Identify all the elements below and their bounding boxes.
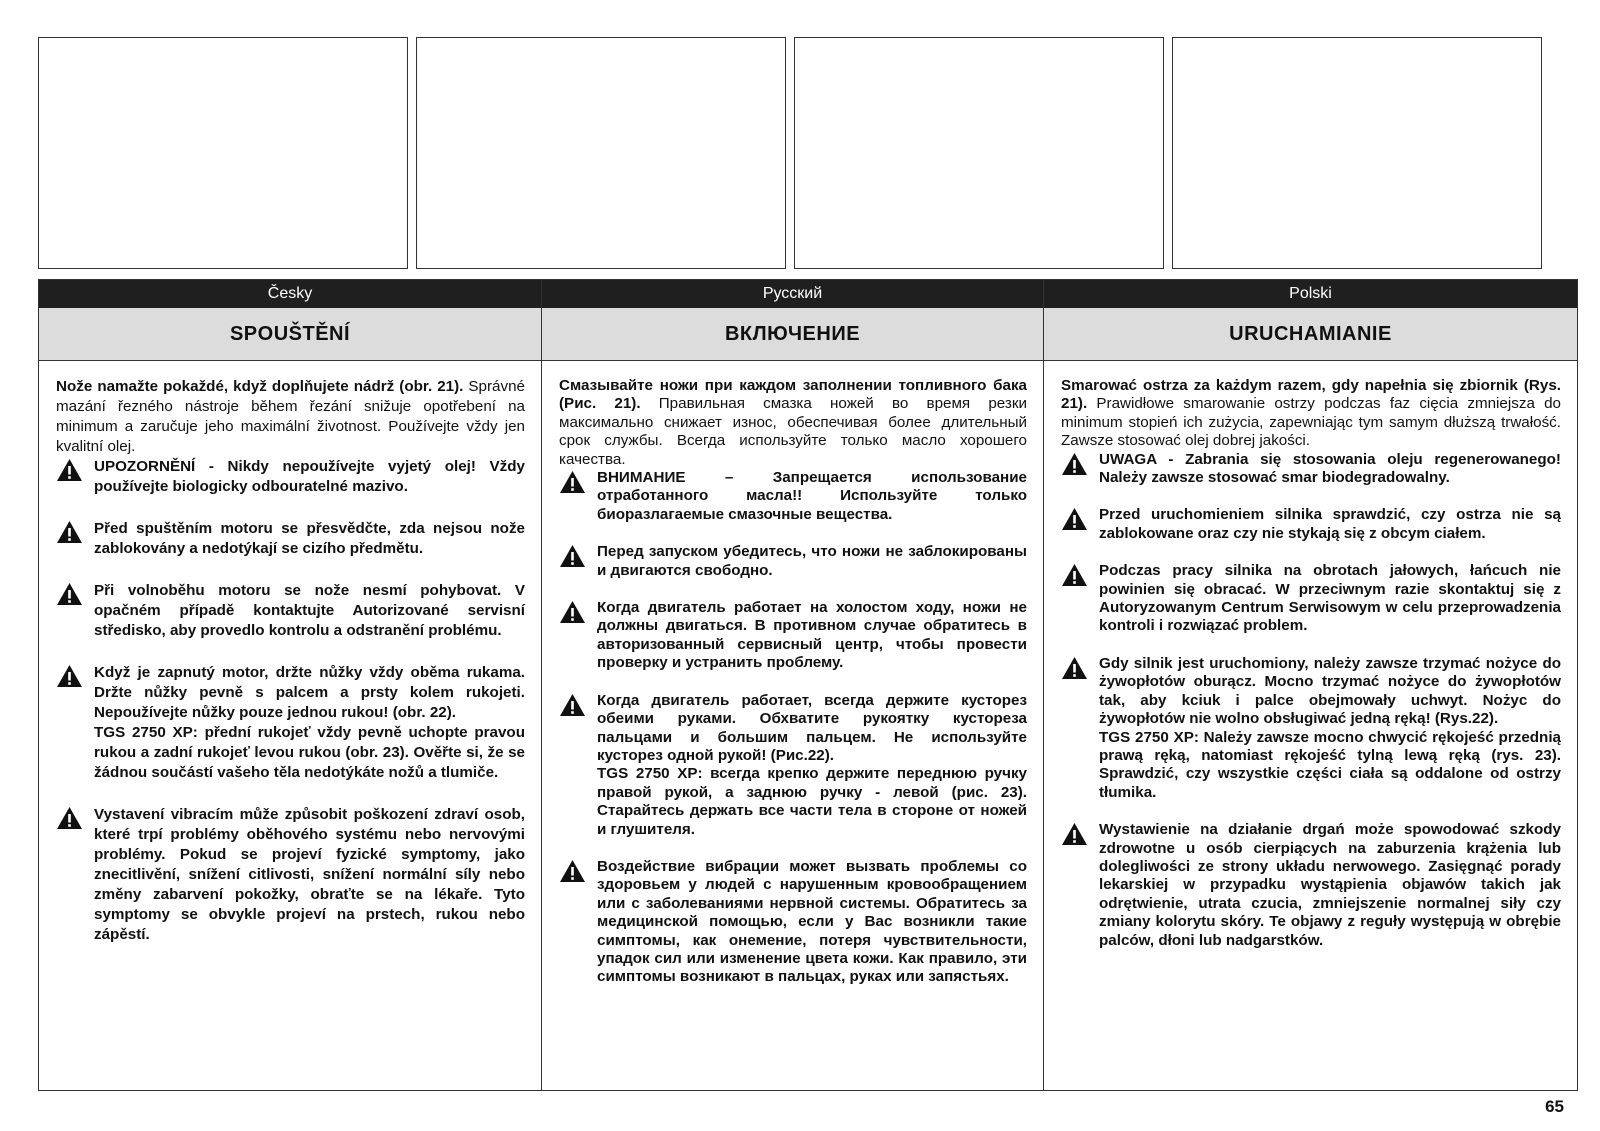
language-label: Česky bbox=[39, 280, 541, 308]
warning-item bbox=[1061, 821, 1561, 950]
warning-text: UPOZORNĚNÍ - Nikdy nepoužívejte vyjetý olej! Vždy používejte biologicky odbouratelné mazivo. bbox=[94, 458, 525, 495]
intro-text: Prawidłowe smarowanie ostrzy podczas faz cięcia zmniejsza do minimum stopień ich zużycia, zapewniając tym samym dłuższą trwałość. Zawsze stosować olej dobrej jakości. bbox=[1061, 395, 1561, 450]
warning-item bbox=[559, 858, 1027, 987]
column-czech bbox=[39, 280, 542, 1090]
section-heading: SPOUŠTĚNÍ bbox=[39, 308, 541, 361]
warning-triangle-icon bbox=[1061, 452, 1088, 476]
intro-text: Правильная смазка ножей во время резки максимально снижает износ, обеспечивая более длительный срок службы. Всегда используйте только масло хорошего качества. bbox=[559, 395, 1027, 468]
warning-text: UWAGA - Zabrania się stosowania oleju regenerowanego! Należy zawsze stosować smar biodegradowalny. bbox=[1099, 450, 1561, 487]
warning-triangle-icon bbox=[1061, 656, 1088, 680]
warning-triangle-icon bbox=[1061, 822, 1088, 846]
intro-bold: Nože namažte pokaždé, když doplňujete nádrž (obr. 21). bbox=[56, 378, 464, 395]
warning-item bbox=[1061, 562, 1561, 636]
figure-row bbox=[38, 37, 1578, 269]
warning-item bbox=[56, 663, 525, 783]
warning-item bbox=[56, 519, 525, 559]
warning-item bbox=[559, 543, 1027, 580]
warning-triangle-icon bbox=[56, 458, 83, 482]
intro-paragraph bbox=[56, 377, 525, 457]
warning-text: ВНИМАНИЕ – Запрещается использование отработанного масла!! Используйте только биоразлагаемые смазочные вещества. bbox=[597, 469, 1027, 523]
warning-text: Gdy silnik jest uruchomiony, należy zawsze trzymać nożyce do żywopłotów oburącz. Mocno trzymać nożyce do żywopłotów tak, aby kciuk i palce obejmowały uchwyt. Nożyc do żywopłotów nie wolno obsługiwać jedną ręką! (Rys.22). bbox=[1099, 654, 1561, 728]
intro-bold: Smarować ostrza za każdym razem, gdy napełnia się zbiornik (Rys. 21). bbox=[1061, 377, 1561, 413]
warning-text: Před spuštěním motoru se přesvědčte, zda nejsou nože zablokovány a nedotýkají se cizího předmětu. bbox=[94, 520, 525, 557]
warning-item bbox=[56, 581, 525, 641]
warning-item bbox=[1061, 506, 1561, 543]
intro-bold: Смазывайте ножи при каждом заполнении топливного бака (Рис. 21). bbox=[559, 377, 1027, 413]
warning-triangle-icon bbox=[1061, 507, 1088, 531]
warning-triangle-icon bbox=[559, 470, 586, 494]
page-number: 65 bbox=[1545, 1097, 1564, 1116]
column-body bbox=[542, 361, 1043, 987]
section-heading: URUCHAMIANIE bbox=[1044, 308, 1577, 361]
warning-triangle-icon bbox=[56, 520, 83, 544]
warning-triangle-icon bbox=[559, 600, 586, 624]
warning-item bbox=[559, 692, 1027, 839]
column-body bbox=[39, 361, 541, 945]
figure-box-1 bbox=[38, 37, 408, 269]
language-table bbox=[38, 279, 1578, 1091]
intro-paragraph bbox=[559, 377, 1027, 469]
figure-box-4 bbox=[1172, 37, 1542, 269]
warning-text: Когда двигатель работает на холостом ходу, ножи не должны двигаться. В противном случае обратитесь в авторизованный сервисный центр, чтобы провести проверку и устранить проблему. bbox=[597, 599, 1027, 672]
warning-triangle-icon bbox=[559, 544, 586, 568]
language-label: Русский bbox=[542, 280, 1043, 308]
warning-text: Воздействие вибрации может вызвать проблемы со здоровьем у людей с нарушенным кровообращением или с заболеваниями нервной системы. Обратитесь за медицинской помощью, если у Вас возникли такие симптомы, как онемение, потеря чувствительности, упадок сил или изменение цвета кожи. Как правило, эти симптомы возникают в пальцах, руках или запястьях. bbox=[597, 857, 1027, 986]
warning-item bbox=[1061, 451, 1561, 488]
warning-item bbox=[56, 805, 525, 945]
warning-text-model: TGS 2750 XP: всегда крепко держите переднюю ручку правой рукой, а заднюю ручку - левой (рис. 23). Старайтесь держать все части тела в стороне от ножей и глушителя. bbox=[597, 765, 1027, 838]
column-russian bbox=[542, 280, 1044, 1090]
warning-text: Vystavení vibracím může způsobit poškození zdraví osob, které trpí problémy oběhového systému nebo nervovými problémy. Pokud se projeví fyzické symptomy, jako znecitlivění, snížení citlivosti, snížení normální síly nebo změny zabarvení pokožky, obraťte se na lékaře. Tyto symptomy se obvykle projeví na prstech, rukou nebo zápěstí. bbox=[94, 806, 525, 943]
warning-text: Przed uruchomieniem silnika sprawdzić, czy ostrza nie są zablokowane oraz czy nie stykają się z obcym ciałem. bbox=[1099, 506, 1561, 542]
figure-box-3 bbox=[794, 37, 1164, 269]
warning-text-model: TGS 2750 XP: Należy zawsze mocno chwycić rękojeść przednią prawą ręką, natomiast rękojeść tylną lewą ręką (rys. 23). Sprawdzić, czy wszystkie części ciała są oddalone od ostrzy tłumika. bbox=[1099, 728, 1561, 801]
warning-text: Podczas pracy silnika na obrotach jałowych, łańcuch nie powinien się obracać. W przeciwnym razie skontaktuj się z Autoryzowanym Centrum Serwisowym w celu przeprowadzenia kontroli i rozwiązać problem. bbox=[1099, 562, 1561, 635]
language-label: Polski bbox=[1044, 280, 1577, 308]
warning-text: Při volnoběhu motoru se nože nesmí pohybovat. V opačném případě kontaktujte Autorizované servisní středisko, aby provedlo kontrolu a odstranění problému. bbox=[94, 582, 525, 639]
intro-paragraph bbox=[1061, 377, 1561, 451]
warning-triangle-icon bbox=[56, 664, 83, 688]
warning-item bbox=[1061, 655, 1561, 802]
warning-text: Wystawienie na działanie drgań może spowodować szkody zdrowotne u osób cierpiących na zaburzenia krążenia lub dolegliwości ze strony układu nerwowego. Zasięgnąć porady lekarskiej w przypadku wystąpienia objawów takich jak odrętwienie, utrata czucia, zmniejszenie normalnej siły czy zmiany kolorytu skóry. Te objawy z reguły występują w obrębie palców, dłoni lub nadgarstków. bbox=[1099, 821, 1561, 949]
warning-triangle-icon bbox=[559, 693, 586, 717]
warning-triangle-icon bbox=[1061, 563, 1088, 587]
column-polish bbox=[1044, 280, 1577, 1090]
warning-text: Когда двигатель работает, всегда держите кусторез обеими руками. Обхватите рукоятку кустореза пальцами и большим пальцем. Не используйте кусторез одной рукой! (Рис.22). bbox=[597, 691, 1027, 764]
column-body bbox=[1044, 361, 1577, 950]
warning-text-model: TGS 2750 XP: přední rukojeť vždy pevně uchopte pravou rukou a zadní rukojeť levou rukou (obr. 23). Ověřte si, že se žádnou součástí vašeho těla nedotýkáte nožů a tlumiče. bbox=[94, 724, 525, 781]
figure-box-2 bbox=[416, 37, 786, 269]
warning-text: Перед запуском убедитесь, что ножи не заблокированы и двигаются свободно. bbox=[597, 543, 1027, 579]
warning-text: Když je zapnutý motor, držte nůžky vždy oběma rukama. Držte nůžky pevně s palcem a prsty kolem rukojeti. Nepoužívejte nůžky pouze jednou rukou! (obr. 22). bbox=[94, 664, 525, 721]
warning-triangle-icon bbox=[559, 859, 586, 883]
intro-text: Správné mazání řezného nástroje během řezání snižuje opotřebení na minimum a zaručuje jeho maximální životnost. Používejte vždy jen kvalitní olej. bbox=[56, 378, 525, 455]
warning-item bbox=[56, 457, 525, 497]
warning-item bbox=[559, 599, 1027, 673]
warning-triangle-icon bbox=[56, 582, 83, 606]
warning-item bbox=[559, 469, 1027, 524]
section-heading: ВКЛЮЧЕНИЕ bbox=[542, 308, 1043, 361]
warning-triangle-icon bbox=[56, 806, 83, 830]
